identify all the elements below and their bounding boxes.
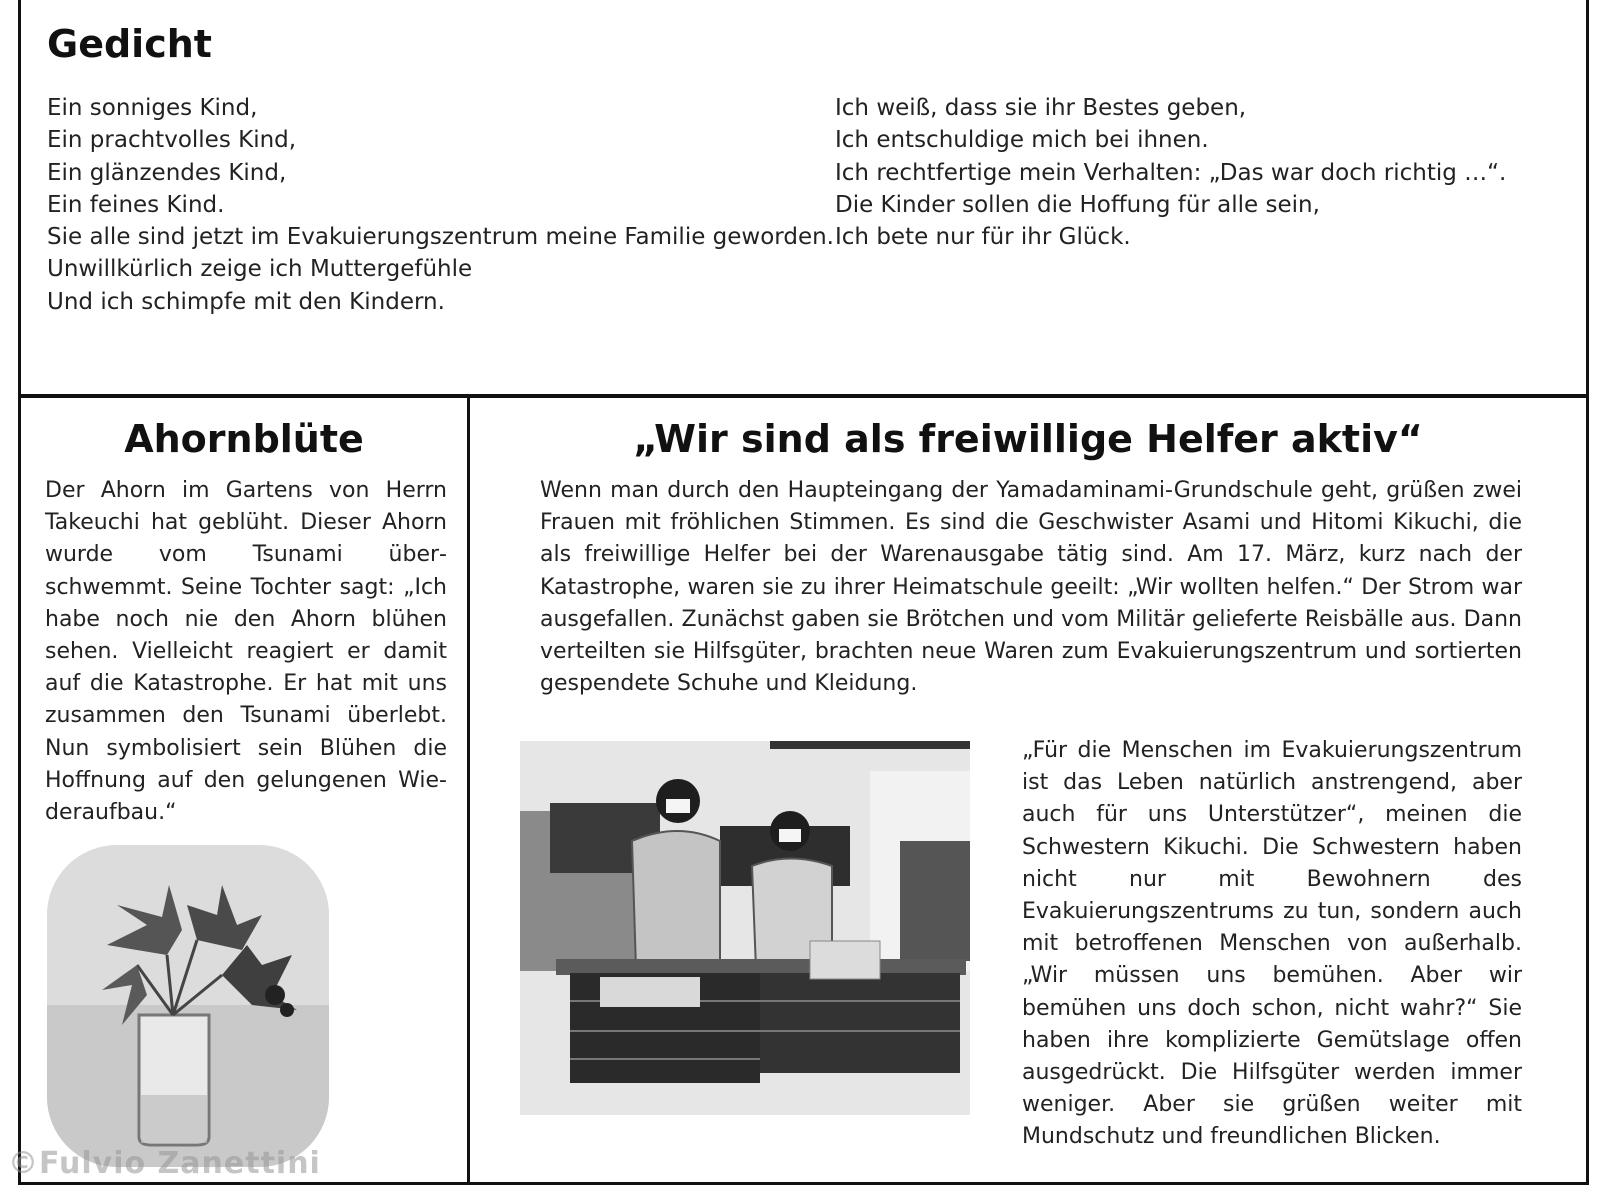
poem-line: Ich rechtfertige mein Verhalten: „Das war doch richtig …“. <box>835 159 1507 186</box>
poem-line: Sie alle sind jetzt im Evakuierungszentrum meine Familie geworden. <box>47 224 834 251</box>
poem-section <box>18 0 1589 398</box>
volunteers-article-title: „Wir sind als freiwillige Helfer aktiv“ <box>633 417 1423 461</box>
maple-article <box>18 394 470 1185</box>
volunteers-article-intro: Wenn man durch den Haupteingang der Yamadaminami-Grundschule geht, grüßen zwei Frauen mit fröhlichen Stimmen. Es sind die Geschwister Asami und Hitomi Kikuchi, die als freiwillige Helfer bei der Warenausgabe tätig sind. Am 17. März, kurz nach der Katastrophe, waren sie zu ihrer Heimatschule geeilt: „Wir wollten helfen.“ Der Strom war ausgefallen. Zunächst gaben sie Brötchen und vom Militär gelieferte Reisbälle aus. Dann verteilten sie Hilfsgüter, brachten neue Waren zum Evakuierungszentrum und sortierten gespendete Schuhe und Kleidung. <box>540 478 1522 697</box>
poem-line: Ich weiß, dass sie ihr Bestes geben, <box>835 95 1247 121</box>
volunteers-photo <box>520 741 970 1115</box>
maple-article-text: Der Ahorn im Gartens von Herrn Takeuchi hat geblüht. Dieser Ahorn wurde vom Tsunami überschwemmt. Seine Tochter sagt: „Ich habe noch nie den Ahorn blühen sehen. Vielleicht reagiert er damit auf die Katastrophe. Er hat mit uns zusammen den Tsunami überlebt. Nun symbolisiert sein Blühen die Hoffnung auf den gelungenen Wiederaufbau.“ <box>45 478 447 826</box>
poem-title: Gedicht <box>47 22 212 66</box>
poem-line: Ein sonniges Kind, <box>47 95 258 121</box>
poem-line: Unwillkürlich zeige ich Muttergefühle <box>47 256 473 283</box>
poem-line: Ein prachtvolles Kind, <box>47 127 297 154</box>
maple-in-glass-photo <box>47 845 329 1167</box>
poem-line: Ein glänzendes Kind, <box>47 159 287 186</box>
poem-line: Die Kinder sollen die Hoffung für alle sein, <box>835 191 1320 218</box>
poem-line: Ich entschuldige mich bei ihnen. <box>835 127 1209 154</box>
poem-column-right <box>835 92 1555 253</box>
poem-column-left <box>47 92 834 318</box>
volunteers-photo-icon <box>520 741 970 1115</box>
poem-line: Ein feines Kind. <box>47 191 225 218</box>
volunteers-article-text: „Für die Menschen im Evakuierungszentrum ist das Leben natürlich anstrengend, aber auch für uns Unterstützer“, meinen die Schwestern Kikuchi. Die Schwestern haben nicht nur mit Bewohnern des Evakuierungszentrums zu tun, sondern auch mit betroffenen Menschen von außerhalb. „Wir müssen uns bemühen. Aber wir bemühen uns doch schon, nicht wahr?“ Sie haben ihre komplizierte Gemütslage offen ausgedrückt. Die Hilfsgüter werden immer weniger. Aber sie grüßen weiter mit Mundschutz und freundlichen Blicken. <box>1022 738 1522 1150</box>
poem-line: Und ich schimpfe mit den Kindern. <box>47 288 445 315</box>
maple-in-glass-photo-icon <box>47 845 329 1167</box>
watermark: ©Fulvio Zanettini <box>8 1146 321 1181</box>
maple-article-title: Ahornblüte <box>124 417 364 461</box>
poem-line: Ich bete nur für ihr Glück. <box>835 224 1131 251</box>
volunteers-article <box>467 394 1589 1185</box>
